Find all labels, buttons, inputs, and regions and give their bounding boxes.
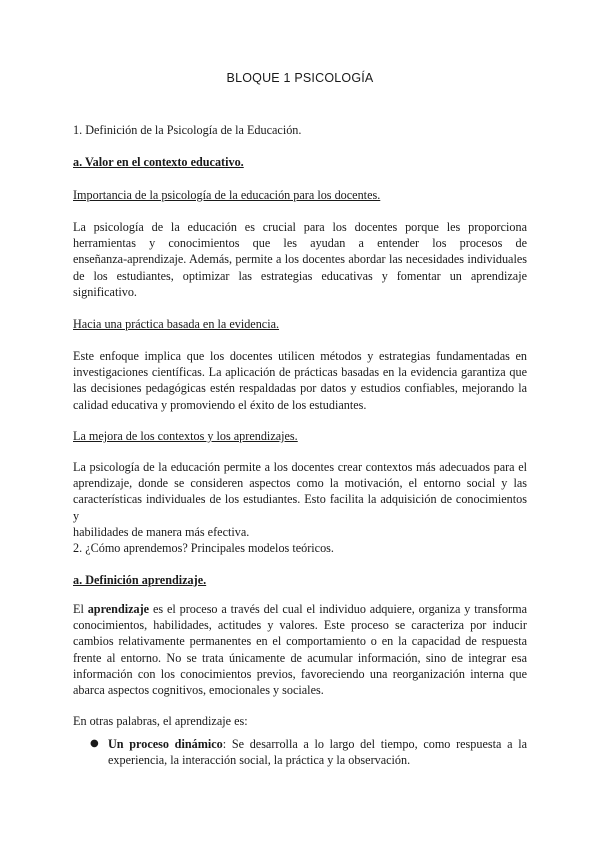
paragraph-line: información con los conocimientos previos, favoreciendo una reorganización interna que	[73, 666, 527, 681]
paragraph-line: calidad educativa y promoviendo el éxito de los estudiantes.	[73, 397, 367, 412]
document-title: BLOQUE 1 PSICOLOGÍA	[226, 71, 374, 85]
definition-intro: El	[73, 602, 88, 616]
paragraph-line	[108, 736, 527, 752]
paragraph-line: experiencia, la interacción social, la práctica y la observación.	[108, 753, 411, 768]
topic-2-heading: Hacia una práctica basada en la evidencia.	[73, 317, 280, 331]
paragraph-line: frente al entorno. No se trata únicamente de acumular información, sino de integrar esa	[73, 650, 527, 665]
paragraph-line: enseñanza-aprendizaje. Además, permite a los docentes abordar las necesidades individuales	[73, 252, 527, 267]
paragraph-line: conocimientos, habilidades, actitudes y valores. Este proceso se caracteriza por inducir	[73, 618, 527, 633]
paragraph-line: Este enfoque implica que los docentes utilicen métodos y estrategias fundamentadas en	[73, 349, 527, 363]
definition-rest: es el proceso a través del cual el individuo adquiere, organiza y transforma	[149, 602, 527, 616]
list-item-rest: : Se desarrolla a lo largo del tiempo, como respuesta a la	[222, 737, 528, 751]
section-1-heading: 1. Definición de la Psicología de la Educación.	[73, 123, 302, 137]
paragraph-line: las decisiones pedagógicas estén respaldadas por datos y estudios confiables, mejorando la	[73, 381, 527, 396]
topic-1-paragraph	[73, 219, 527, 300]
paragraph-line: herramientas y conocimientos que les ayudan a entender los procesos de	[73, 236, 527, 251]
paragraph-line: La psicología de la educación permite a los docentes crear contextos más adecuados para el	[73, 460, 527, 474]
paragraph-line: abarca aspectos cognitivos, emocionales y sociales.	[73, 683, 324, 698]
definition-paragraph	[73, 601, 527, 698]
topic-2-paragraph	[73, 348, 527, 413]
paragraph-line: características individuales de los estudiantes. Esto facilita la adquisición de conocimientos y	[73, 492, 527, 523]
subsection-a-heading: a. Valor en el contexto educativo.	[73, 155, 244, 169]
section-2-heading: 2. ¿Cómo aprendemos? Principales modelos teóricos.	[73, 541, 334, 555]
paragraph-line: habilidades de manera más efectiva.	[73, 524, 250, 539]
paragraph-line: aprendizaje, donde se consideren aspectos como la motivación, el entorno social y las	[73, 476, 527, 491]
definition-keyword: aprendizaje	[87, 602, 150, 616]
paragraph-line: La psicología de la educación es crucial para los docentes porque les proporciona	[73, 220, 527, 234]
topic-1-heading: Importancia de la psicología de la educación para los docentes.	[73, 188, 381, 202]
paragraph-line: cambios relativamente permanentes en el comportamiento o en la capacidad de respuesta	[73, 634, 527, 649]
topic-3-heading: La mejora de los contextos y los aprendizajes.	[73, 429, 298, 443]
list-item-text	[108, 736, 527, 768]
list-item-keyword: Un proceso dinámico	[108, 737, 223, 751]
bullet-icon: ●	[90, 738, 99, 749]
subsection-a2-heading: a. Definición aprendizaje.	[73, 573, 207, 587]
paragraph-line: investigaciones científicas. La aplicación de prácticas basadas en la evidencia garantiza que	[73, 365, 527, 380]
list-item	[90, 736, 527, 770]
other-words-line: En otras palabras, el aprendizaje es:	[73, 714, 248, 728]
paragraph-line	[73, 601, 527, 617]
paragraph-line: significativo.	[73, 284, 137, 299]
topic-3-paragraph	[73, 459, 527, 540]
paragraph-line: de los estudiantes, optimizar las estrategias educativas y fomentar un aprendizaje	[73, 268, 527, 283]
